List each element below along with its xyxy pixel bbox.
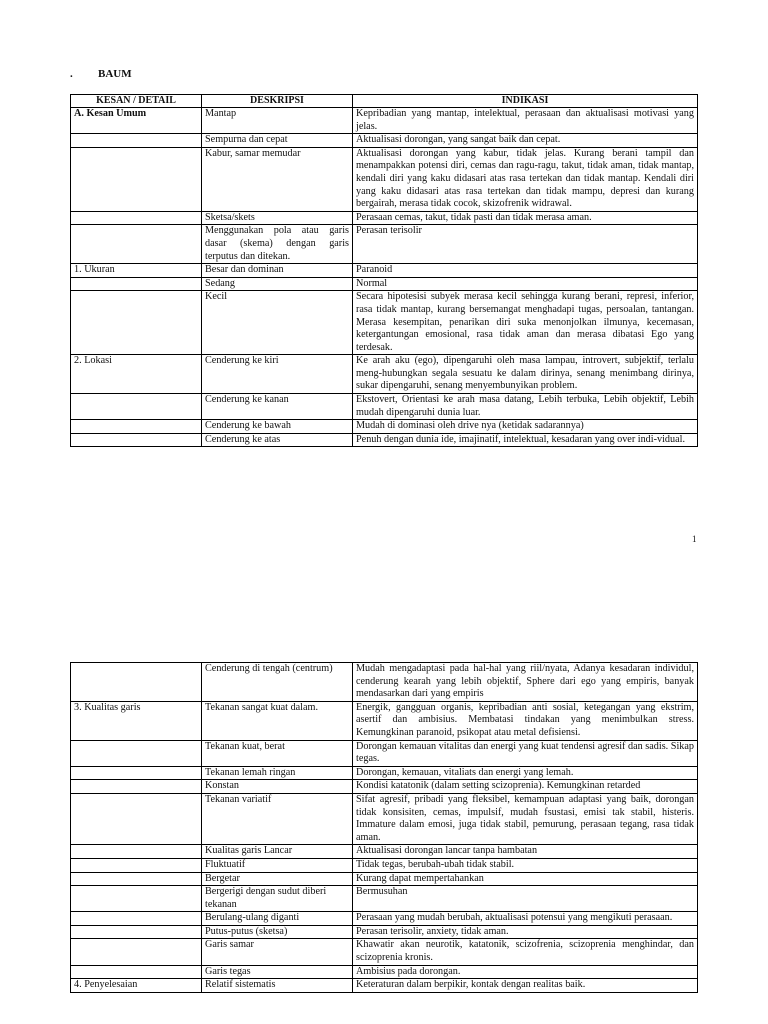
- row-description: Cenderung ke atas: [202, 433, 353, 447]
- table-row: [71, 939, 698, 965]
- row-description: Cenderung ke kiri: [202, 355, 353, 394]
- table-row: [71, 211, 698, 225]
- row-description: Cenderung di tengah (centrum): [202, 663, 353, 702]
- row-description: Sempurna dan cepat: [202, 134, 353, 148]
- page-number: 1: [692, 534, 697, 544]
- row-category: 2. Lokasi: [71, 355, 202, 394]
- table-row: [71, 108, 698, 134]
- row-description: Kabur, samar memudar: [202, 147, 353, 211]
- row-description: Menggunakan pola atau garis dasar (skema) dengan garis terputus dan ditekan.: [202, 225, 353, 264]
- row-indication: Aktualisasi dorongan, yang sangat baik dan cepat.: [353, 134, 698, 148]
- row-category: 4. Penyelesaian: [71, 979, 202, 993]
- table-row: [71, 912, 698, 926]
- row-indication: Keteraturan dalam berpikir, kontak dengan realitas baik.: [353, 979, 698, 993]
- row-category: [71, 939, 202, 965]
- row-category: [71, 845, 202, 859]
- row-description: Bergetar: [202, 872, 353, 886]
- row-category: 3. Kualitas garis: [71, 701, 202, 740]
- table-row: [71, 420, 698, 434]
- table-row: [71, 147, 698, 211]
- row-indication: Mudah di dominasi oleh drive nya (ketidak sadarannya): [353, 420, 698, 434]
- row-indication: Dorongan, kemauan, vitaliats dan energi yang lemah.: [353, 766, 698, 780]
- table-row: [71, 264, 698, 278]
- row-category: [71, 420, 202, 434]
- row-indication: Ambisius pada dorongan.: [353, 965, 698, 979]
- row-indication: Mudah mengadaptasi pada hal-hal yang riil/nyata, Adanya kesadaran individul, cenderung kearah yang lebih objektif, Sphere dari ego yang empiris, banyak mendasarkan dari yang empiris: [353, 663, 698, 702]
- table-row: [71, 766, 698, 780]
- row-indication: Normal: [353, 277, 698, 291]
- header-indikasi: INDIKASI: [353, 95, 698, 108]
- row-description: Relatif sistematis: [202, 979, 353, 993]
- section-title: BAUM: [98, 68, 132, 80]
- row-description: Sedang: [202, 277, 353, 291]
- row-category: [71, 925, 202, 939]
- row-category: [71, 780, 202, 794]
- row-category: [71, 433, 202, 447]
- table-row: [71, 965, 698, 979]
- row-category: [71, 134, 202, 148]
- row-indication: Sifat agresif, pribadi yang fleksibel, kemampuan adaptasi yang baik, dorongan tidak konsisiten, cemas, impulsif, mudah fsustasi, emisi tak stabil, histeris. Immature dalam emosi, juga tidak stabil, pemurung, perasaan tegang, rasa tidak aman.: [353, 793, 698, 844]
- section-marker: .: [70, 68, 73, 80]
- row-category: 1. Ukuran: [71, 264, 202, 278]
- table-row: [71, 277, 698, 291]
- section-heading: [70, 68, 132, 80]
- row-indication: Perasan terisolir, anxiety, tidak aman.: [353, 925, 698, 939]
- table-row: [71, 925, 698, 939]
- row-indication: Perasan terisolir: [353, 225, 698, 264]
- row-indication: Perasaan cemas, takut, tidak pasti dan tidak merasa aman.: [353, 211, 698, 225]
- row-indication: Ke arah aku (ego), dipengaruhi oleh masa lampau, introvert, subjektif, terlalu meng-hubungkan segala sesuatu ke dalam dirinya, senang menimbang dirinya, sukar dipengaruhi, senang menyembunyikan problem.: [353, 355, 698, 394]
- table-row: [71, 858, 698, 872]
- row-indication: Kepribadian yang mantap, intelektual, perasaan dan aktualisasi motivasi yang jelas.: [353, 108, 698, 134]
- row-description: Tekanan kuat, berat: [202, 740, 353, 766]
- row-description: Bergerigi dengan sudut diberi tekanan: [202, 886, 353, 912]
- row-category: [71, 225, 202, 264]
- baum-table-page-2: [70, 662, 698, 993]
- row-indication: Energik, gangguan organis, kepribadian anti sosial, ketegangan yang ekstrim, asertif dan ambisius. Membatasi tindakan yang menimbulkan stress. Kemungkinan paranoid, psikopat atau metal defisiensi.: [353, 701, 698, 740]
- row-description: Tekanan lemah ringan: [202, 766, 353, 780]
- row-indication: Ekstovert, Orientasi ke arah masa datang, Lebih terbuka, Lebih objektif, Lebih mudah dipengaruhi dunia luar.: [353, 394, 698, 420]
- row-indication: Aktualisasi dorongan yang kabur, tidak jelas. Kurang berani tampil dan menampakkan potensi diri, cemas dan ragu-ragu, takut, tidak aman, tidak mantap, kendali diri yang kaku didasari atas rasa tertekan dan tidak mantap. Kendali diri yang kaku didasari atas rasa tertekan dan tidak mampu, depresi dan kurang bergairah, merasa tidak cocok, skizofrenik widrawal.: [353, 147, 698, 211]
- header-deskripsi: DESKRIPSI: [202, 95, 353, 108]
- row-indication: Bermusuhan: [353, 886, 698, 912]
- table-row: [71, 663, 698, 702]
- row-category: [71, 912, 202, 926]
- row-category: [71, 211, 202, 225]
- row-indication: Dorongan kemauan vitalitas dan energi yang kuat tendensi agresif dan sadis. Sikap tegas.: [353, 740, 698, 766]
- row-indication: Kondisi katatonik (dalam setting scizoprenia). Kemungkinan retarded: [353, 780, 698, 794]
- row-category: [71, 740, 202, 766]
- row-category: [71, 277, 202, 291]
- table-row: [71, 886, 698, 912]
- row-indication: Perasaan yang mudah berubah, aktualisasi potensui yang mengikuti perasaan.: [353, 912, 698, 926]
- row-category: [71, 872, 202, 886]
- table-row: [71, 291, 698, 355]
- table-row: [71, 845, 698, 859]
- row-category: A. Kesan Umum: [71, 108, 202, 134]
- table-row: [71, 225, 698, 264]
- row-description: Konstan: [202, 780, 353, 794]
- row-description: Sketsa/skets: [202, 211, 353, 225]
- table-row: [71, 872, 698, 886]
- row-description: Putus-putus (sketsa): [202, 925, 353, 939]
- row-indication: Paranoid: [353, 264, 698, 278]
- row-description: Kualitas garis Lancar: [202, 845, 353, 859]
- row-category: [71, 147, 202, 211]
- table-row: [71, 134, 698, 148]
- row-indication: Tidak tegas, berubah-ubah tidak stabil.: [353, 858, 698, 872]
- row-category: [71, 663, 202, 702]
- table-row: [71, 740, 698, 766]
- table-row: [71, 355, 698, 394]
- row-description: Garis tegas: [202, 965, 353, 979]
- row-indication: Khawatir akan neurotik, katatonik, scizofrenia, scizoprenia menghindar, dan scizoprenia kronis.: [353, 939, 698, 965]
- row-category: [71, 766, 202, 780]
- row-category: [71, 291, 202, 355]
- row-category: [71, 858, 202, 872]
- row-category: [71, 886, 202, 912]
- row-description: Mantap: [202, 108, 353, 134]
- table-row: [71, 394, 698, 420]
- row-indication: Aktualisasi dorongan lancar tanpa hambatan: [353, 845, 698, 859]
- row-category: [71, 965, 202, 979]
- row-description: Cenderung ke bawah: [202, 420, 353, 434]
- row-description: Fluktuatif: [202, 858, 353, 872]
- row-indication: Secara hipotesisi subyek merasa kecil sehingga kurang berani, represi, inferior, rasa tidak mantap, kurang bersemangat menghadapi tugas, persoalan, tantangan. Merasa kesempitan, penarikan diri suka menonjolkan ilmunya, kecemasan, ketergantungan emosional, rasa tidak aman dan merasa dibatasi Ego yang terdesak.: [353, 291, 698, 355]
- row-description: Kecil: [202, 291, 353, 355]
- header-kesan-detail: KESAN / DETAIL: [71, 95, 202, 108]
- row-description: Cenderung ke kanan: [202, 394, 353, 420]
- page-divider: [0, 612, 768, 613]
- row-description: Garis samar: [202, 939, 353, 965]
- table-header-row: [71, 95, 698, 108]
- table-row: [71, 701, 698, 740]
- row-category: [71, 394, 202, 420]
- table-row: [71, 979, 698, 993]
- row-description: Tekanan sangat kuat dalam.: [202, 701, 353, 740]
- table-row: [71, 780, 698, 794]
- row-description: Tekanan variatif: [202, 793, 353, 844]
- row-indication: Kurang dapat mempertahankan: [353, 872, 698, 886]
- row-description: Berulang-ulang diganti: [202, 912, 353, 926]
- row-description: Besar dan dominan: [202, 264, 353, 278]
- baum-table-page-1: [70, 94, 698, 447]
- table-row: [71, 793, 698, 844]
- table-row: [71, 433, 698, 447]
- row-category: [71, 793, 202, 844]
- row-indication: Penuh dengan dunia ide, imajinatif, intelektual, kesadaran yang over indi-vidual.: [353, 433, 698, 447]
